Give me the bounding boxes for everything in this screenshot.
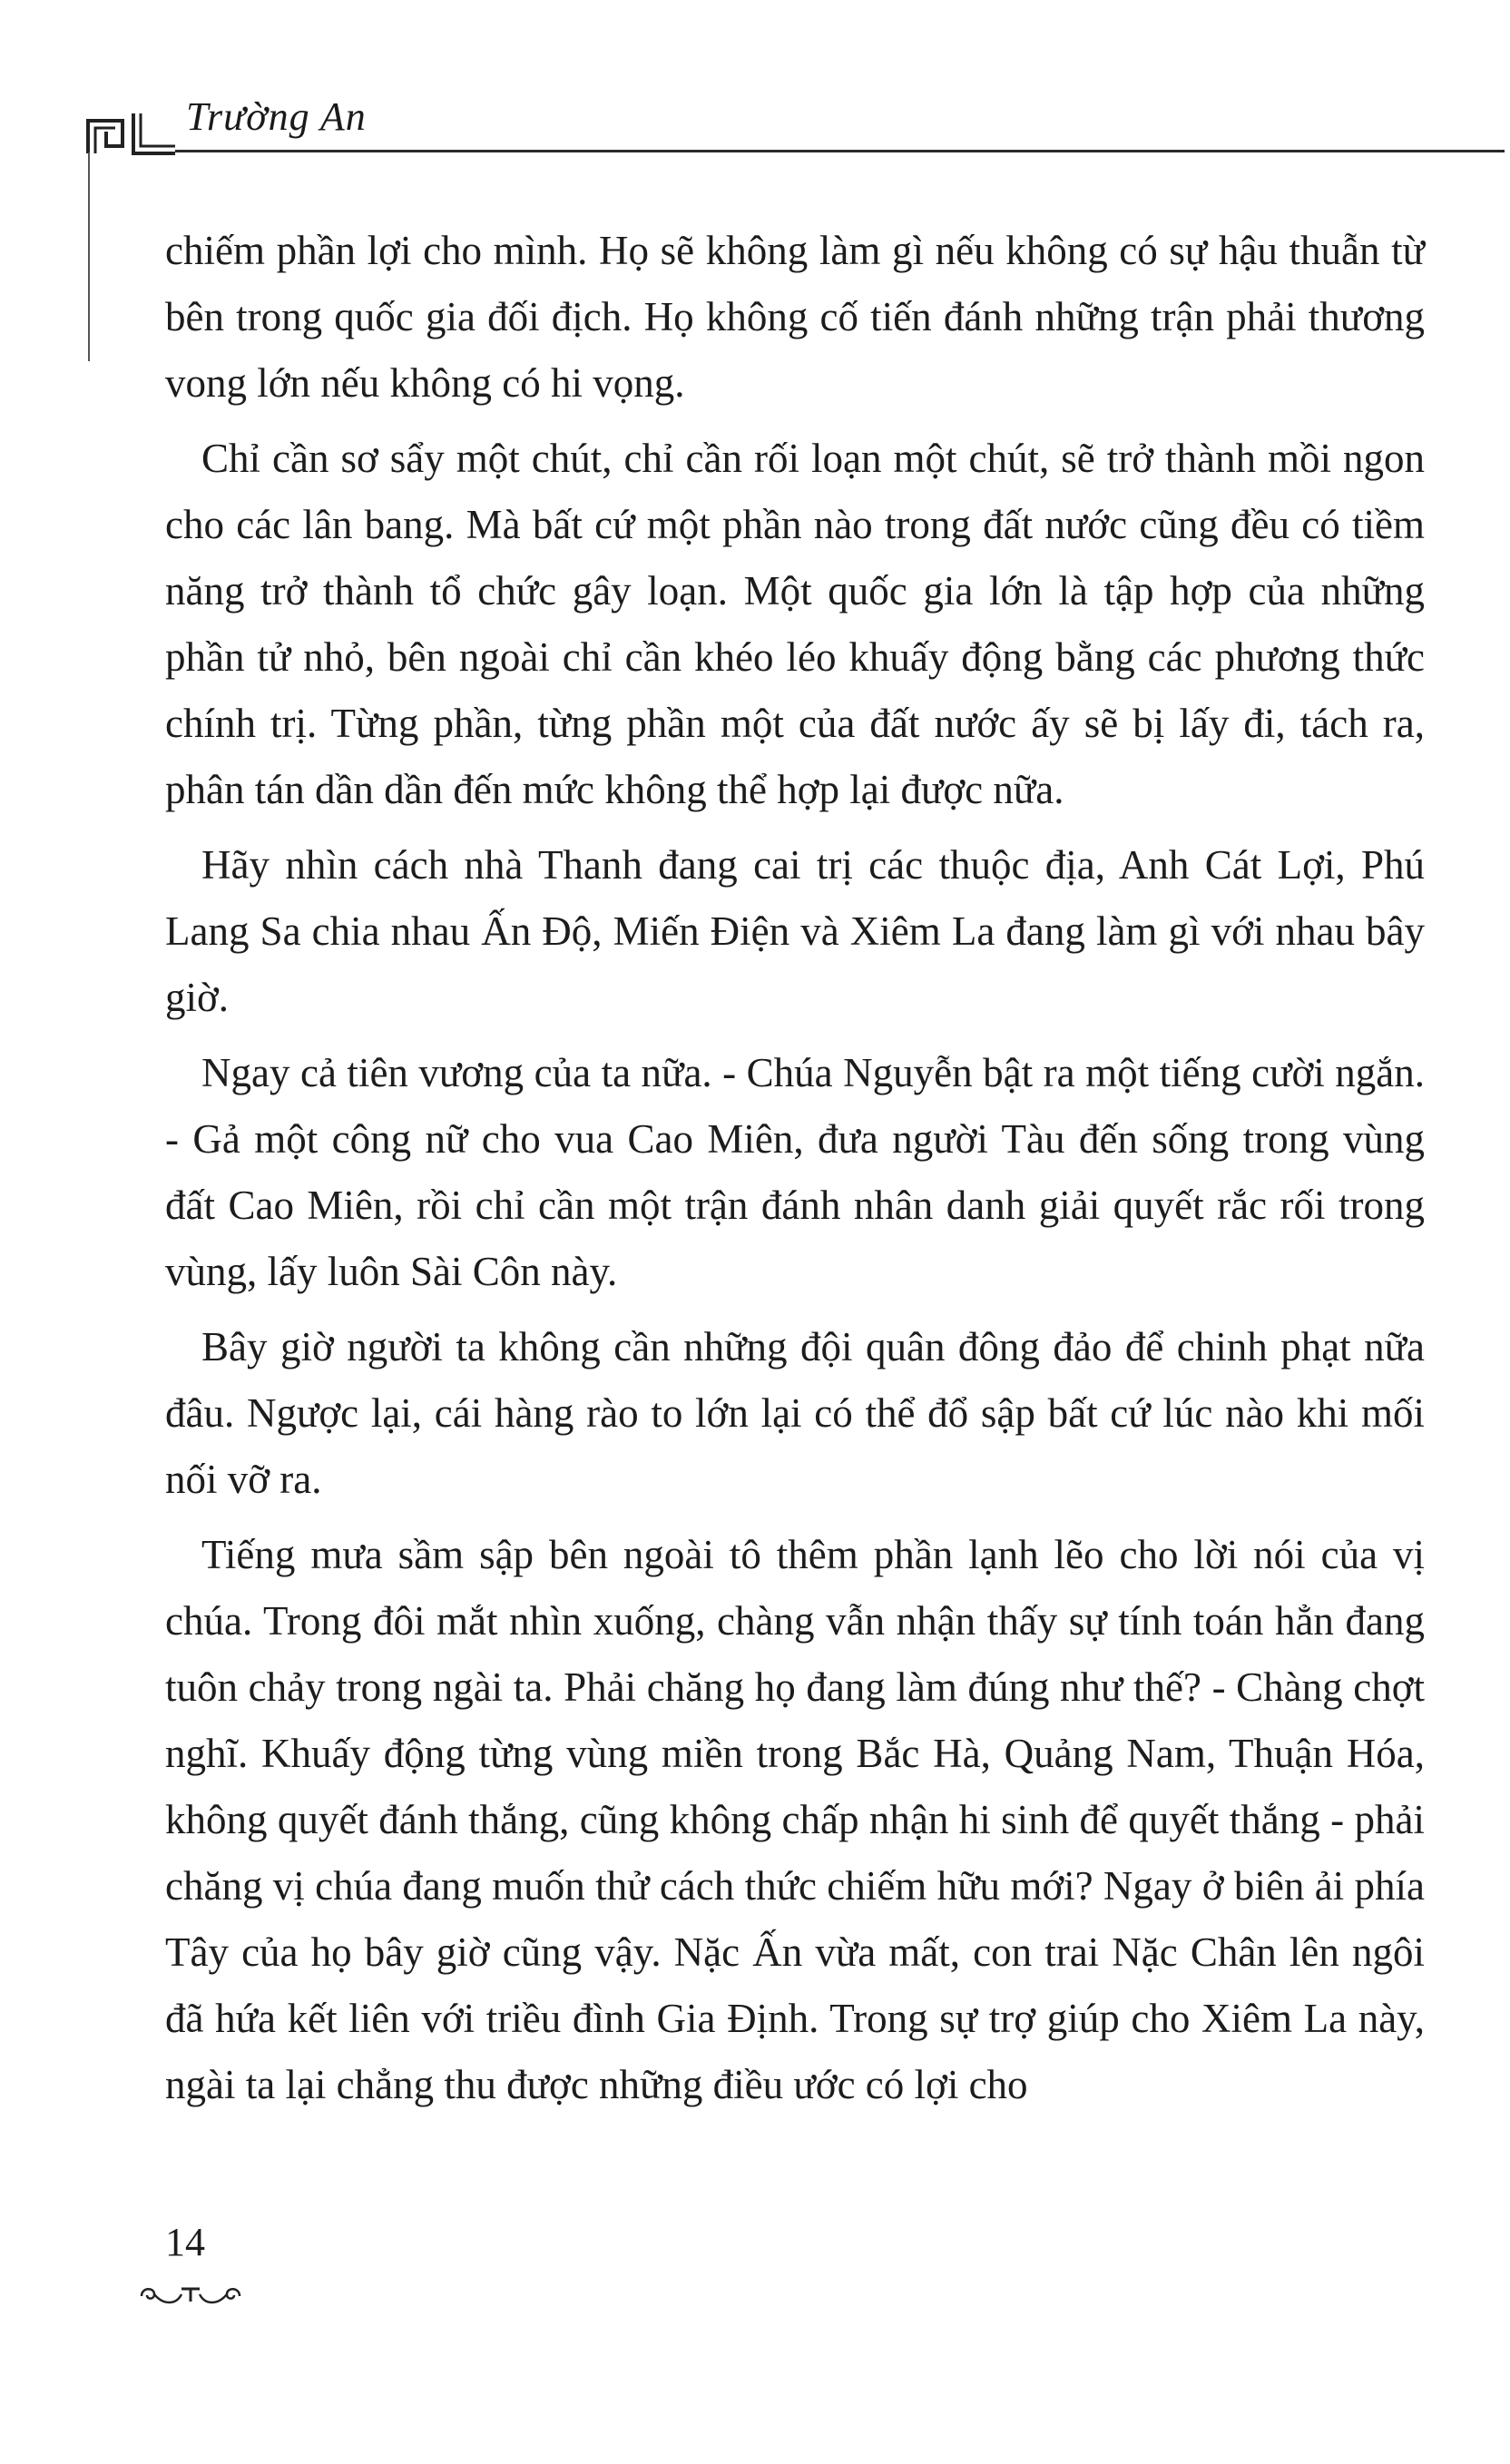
paragraph: Tiếng mưa sầm sập bên ngoài tô thêm phần lạnh lẽo cho lời nói của vị chúa. Trong đôi mắt nhìn xuống, chàng vẫn nhận thấy sự tính toán hẳn đang tuôn chảy trong ngài ta. Phải chăng họ đang làm đúng như thế? - Chàng chợt nghĩ. Khuấy động từng vùng miền trong Bắc Hà, Quảng Nam, Thuận Hóa, không quyết đánh thắng, cũng không chấp nhận hi sinh để quyết thắng - phải chăng vị chúa đang muốn thử cách thức chiếm hữu mới? Ngay ở biên ải phía Tây của họ bây giờ cũng vậy. Nặc Ấn vừa mất, con trai Nặc Chân lên ngôi đã hứa kết liên với triều đình Gia Định. Trong sự trợ giúp cho Xiêm La này, ngài ta lại chẳng thu được những điều ước có lợi cho [165, 1532, 1425, 2107]
running-title: Trường An [186, 94, 367, 139]
paragraph: chiếm phần lợi cho mình. Họ sẽ không làm gì nếu không có sự hậu thuẫn từ bên trong quốc gia đối địch. Họ không cố tiến đánh những trận phải thương vong lớn nếu không có hi vọng. [165, 228, 1425, 406]
paragraph: Bây giờ người ta không cần những đội quân đông đảo để chinh phạt nữa đâu. Ngược lại, cái hàng rào to lớn lại có thể đổ sập bất cứ lúc nào khi mối nối vỡ ra. [165, 1324, 1425, 1502]
left-margin-rule [88, 152, 90, 361]
footer-ornament-icon [136, 2282, 245, 2309]
page-number: 14 [165, 2220, 205, 2264]
page-header [86, 86, 1429, 168]
header-rule [175, 150, 1505, 152]
body-text [165, 218, 1425, 2127]
paragraph: Chỉ cần sơ sẩy một chút, chỉ cần rối loạn một chút, sẽ trở thành mồi ngon cho các lân bang. Mà bất cứ một phần nào trong đất nước cũng đều có tiềm năng trở thành tổ chức gây loạn. Một quốc gia lớn là tập hợp của những phần tử nhỏ, bên ngoài chỉ cần khéo léo khuấy động bằng các phương thức chính trị. Từng phần, từng phần một của đất nước ấy sẽ bị lấy đi, tách ra, phân tán dần dần đến mức không thể hợp lại được nữa. [165, 436, 1425, 812]
header-ornament-icon [86, 86, 177, 159]
paragraph: Ngay cả tiên vương của ta nữa. - Chúa Nguyễn bật ra một tiếng cười ngắn. - Gả một công nữ cho vua Cao Miên, đưa người Tàu đến sống trong vùng đất Cao Miên, rồi chỉ cần một trận đánh nhân danh giải quyết rắc rối trong vùng, lấy luôn Sài Côn này. [165, 1050, 1425, 1294]
paragraph: Hãy nhìn cách nhà Thanh đang cai trị các thuộc địa, Anh Cát Lợi, Phú Lang Sa chia nhau Ấn Độ, Miến Điện và Xiêm La đang làm gì với nhau bây giờ. [165, 842, 1425, 1020]
